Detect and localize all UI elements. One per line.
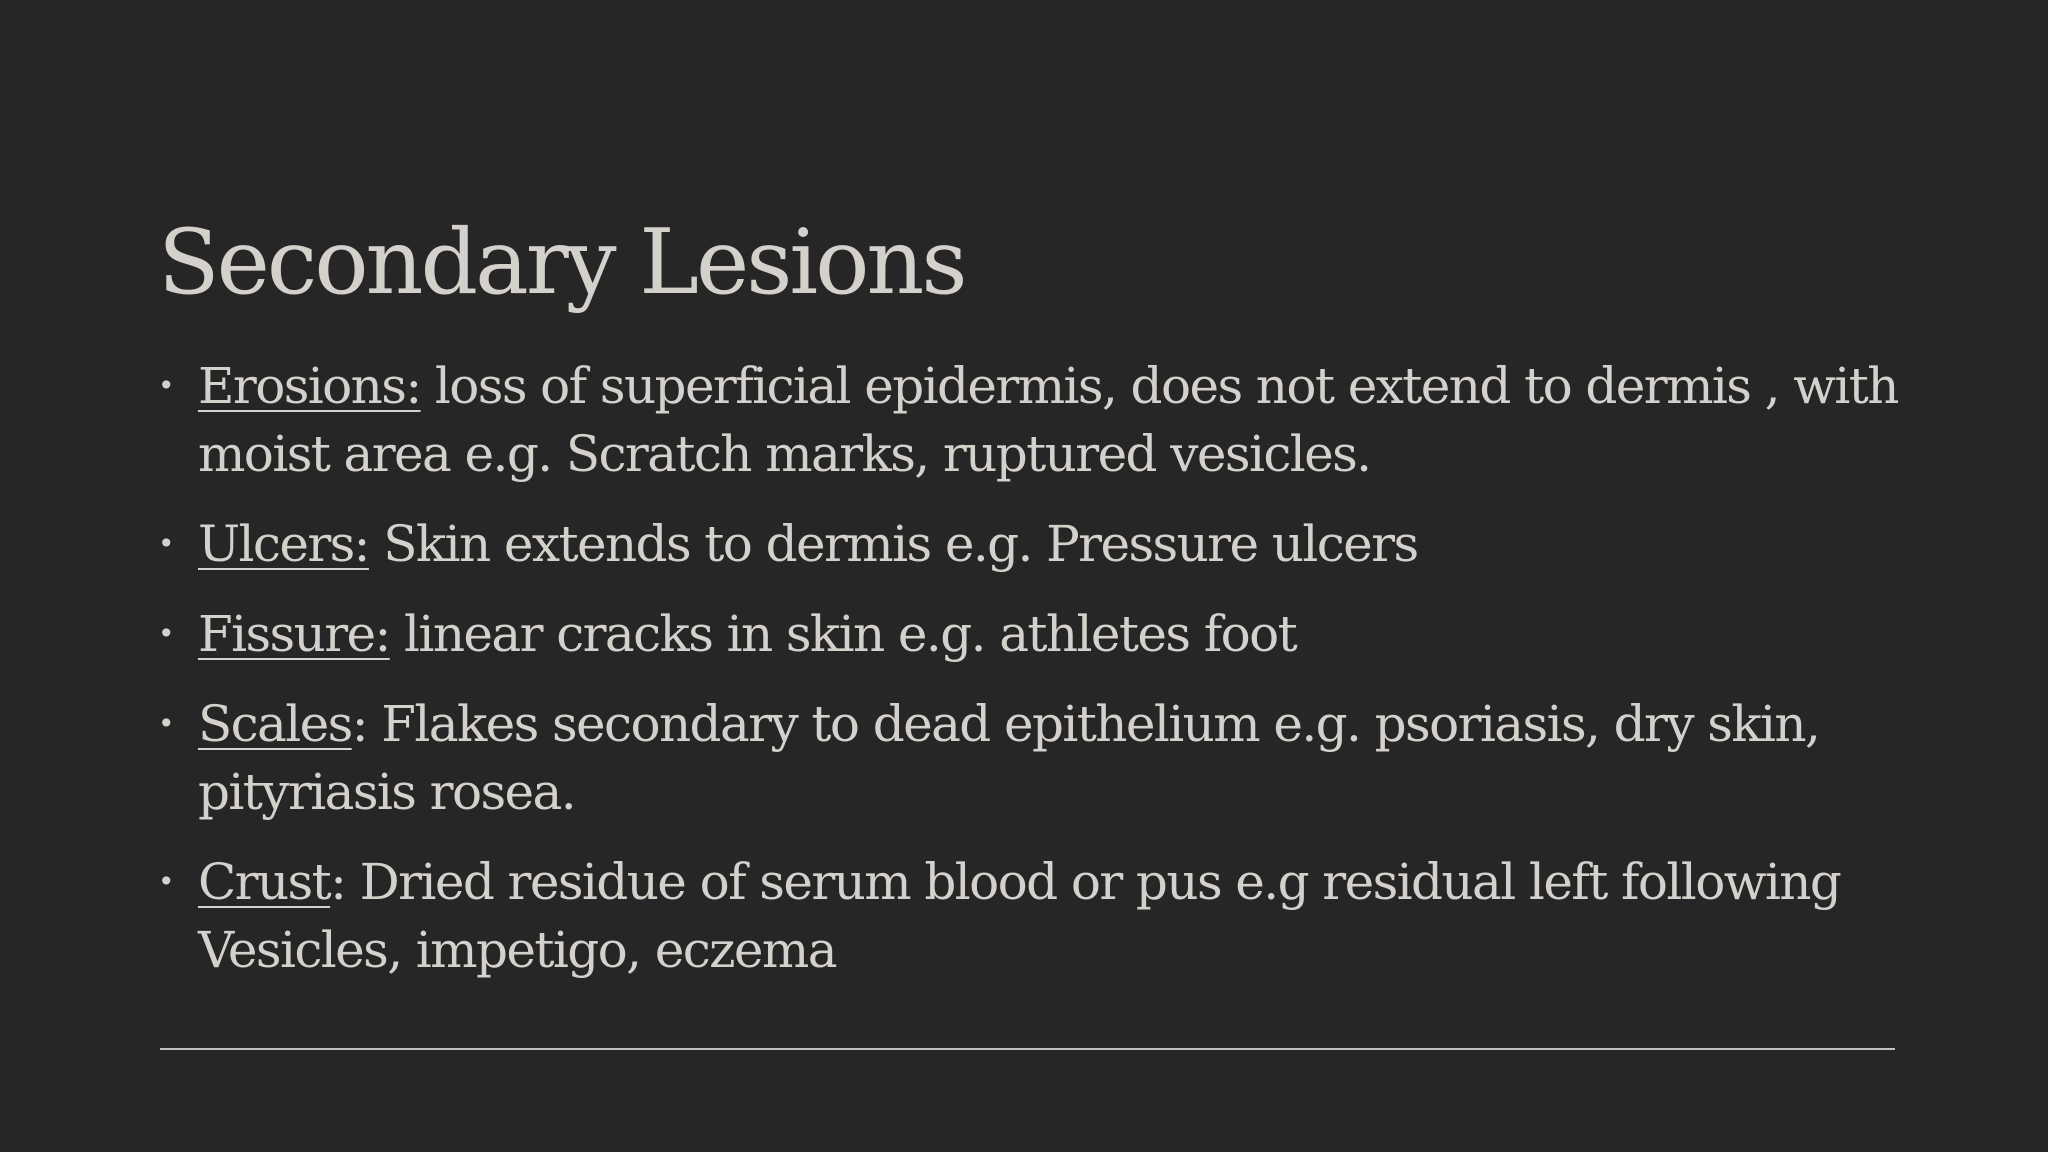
footer-divider — [160, 1048, 1895, 1050]
list-item-ulcers — [158, 510, 1898, 578]
bullet-icon: • — [158, 865, 173, 898]
term-description: Flakes secondary to dead epithelium e.g. psoriasis, dry skin, pityriasis rosea. — [198, 695, 1820, 821]
list-item-crust — [158, 848, 1898, 984]
term-description: Dried residue of serum blood or pus e.g residual left following Vesicles, impetigo, eczema — [198, 853, 1841, 979]
term-label: Erosions: — [198, 357, 421, 415]
bullet-icon: • — [158, 617, 173, 650]
list-item-erosions — [158, 352, 1898, 488]
bullet-icon: • — [158, 707, 173, 740]
term-label: Fissure: — [198, 605, 390, 663]
slide-title: Secondary Lesions — [158, 210, 965, 315]
term-separator: : — [330, 853, 346, 911]
term-label: Scales — [198, 695, 352, 753]
bullet-list — [158, 352, 1898, 1006]
term-description: linear cracks in skin e.g. athletes foot — [389, 605, 1297, 663]
term-label: Ulcers: — [198, 515, 369, 573]
term-separator: : — [351, 695, 367, 753]
bullet-icon: • — [158, 527, 173, 560]
list-item-scales — [158, 690, 1898, 826]
term-description: loss of superficial epidermis, does not extend to dermis , with moist area e.g. Scratch marks, ruptured vesicles. — [198, 357, 1898, 483]
list-item-fissure — [158, 600, 1898, 668]
term-description: Skin extends to dermis e.g. Pressure ulcers — [368, 515, 1418, 573]
term-label: Crust — [198, 853, 331, 911]
bullet-icon: • — [158, 369, 173, 402]
